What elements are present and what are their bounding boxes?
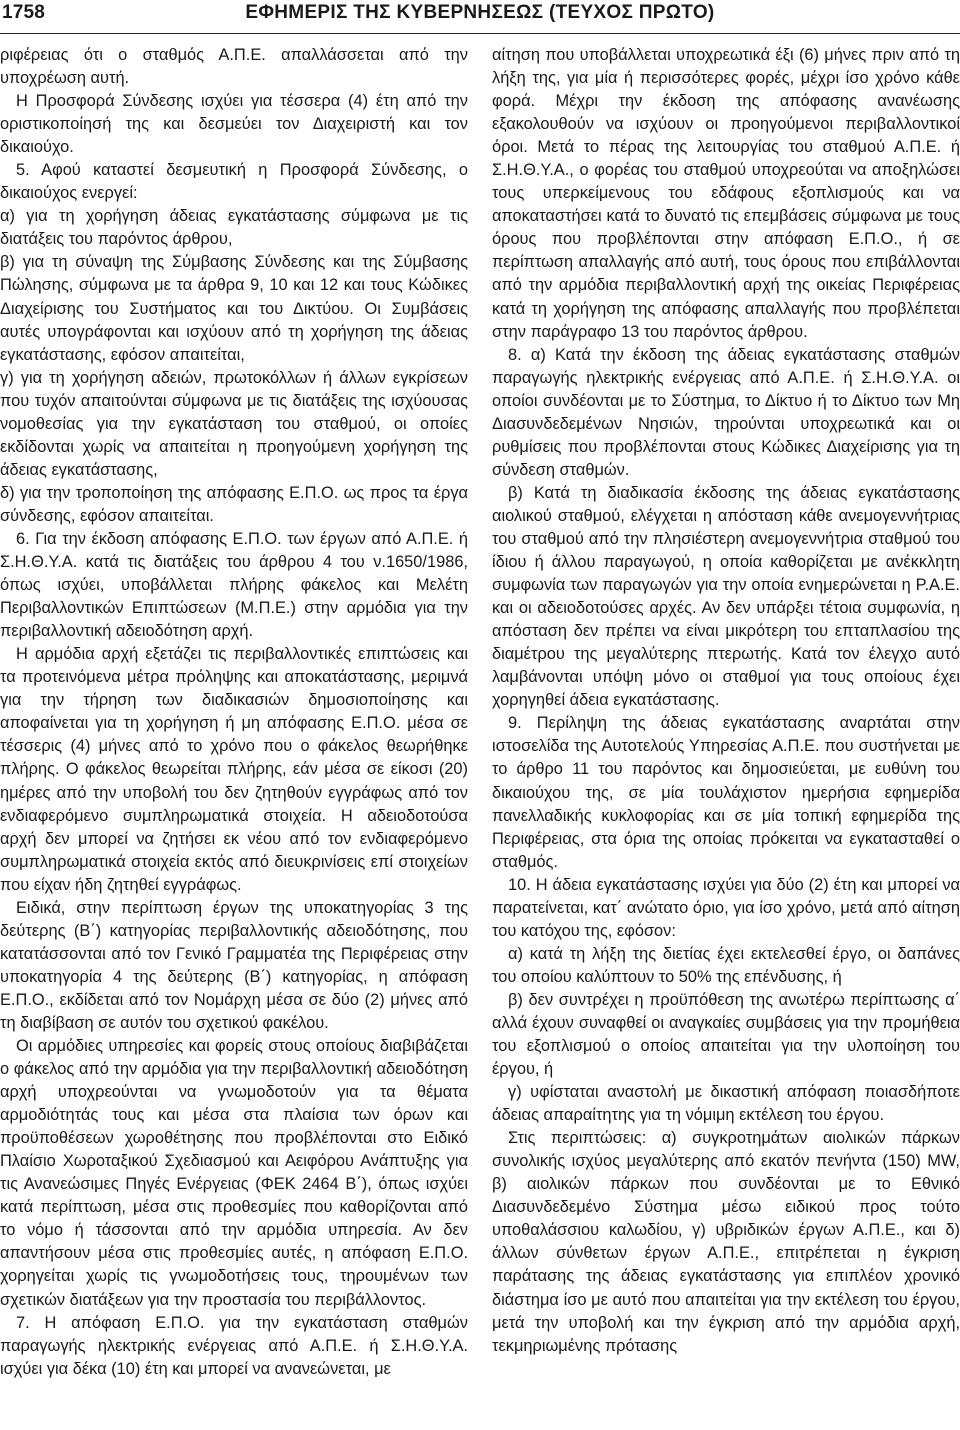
paragraph: β) Κατά τη διαδικασία έκδοσης της άδειας εγκατάστασης αιολικού σταθμού, ελέγχεται η απόσταση κάθε ανεμογεννήτριας του σταθμού από την πλησιέστερη ανεμογεννήτρια σταθμού του ίδιου ή άλλου παραγωγού, η οποία καθορίζεται με ανέκκλητη συμφωνία των παραγωγών για την οποία ενημερώνεται η Ρ.Α.Ε. και οι αδειοδοτούσες αρχές. Αν δεν υπάρξει τέτοια συμφωνία, η απόσταση δεν πρέπει να είναι μικρότερη του επταπλασίου της διαμέτρου της μεγαλύτερης πτερωτής. Κατά τον έλεγχο αυτό λαμβάνονται υπόψη μόνο οι σταθμοί για τους οποίους έχει χορηγηθεί άδεια εγκατάστασης.	[492, 483, 960, 710]
paragraph: γ) υφίσταται αναστολή με δικαστική απόφαση ποιασδήποτε άδειας απαραίτητης για τη νόμιμη εκτέλεση του έργου.	[492, 1083, 960, 1125]
paragraph: γ) για τη χορήγηση αδειών, πρωτοκόλλων ή άλλων εγκρίσεων που τυχόν απαιτούνται σύμφωνα με τις διατάξεις της ισχύουσας νομοθεσίας για την εγκατάσταση του σταθμού, οι οποίες εκδίδονται χωρίς να απαιτείται η προηγούμενη χορήγηση της άδειας εγκατάστασης,	[0, 368, 468, 479]
paragraph: Ειδικά, στην περίπτωση έργων της υποκατηγορίας 3 της δεύτερης (Β΄) κατηγορίας περιβαλλοντικής αδειοδότησης, που κατατάσσονται από τον Γενικό Γραμματέα της Περιφέρειας στην υποκατηγορία 4 της δεύτερης (Β΄) κατηγορίας, η απόφαση Ε.Π.Ο., εκδίδεται από τον Νομάρχη μέσα σε δύο (2) μήνες από τη διαβίβαση σε αυτόν του σχετικού φακέλου.	[0, 898, 468, 1032]
paragraph: Οι αρμόδιες υπηρεσίες και φορείς στους οποίους διαβιβάζεται ο φάκελος από την αρμόδια για την περιβαλλοντική αδειοδότηση αρχή υποχρεούνται να γνωμοδοτούν για τα θέματα αρμοδιότητάς τους και μέσα στα πλαίσια των όρων και προϋποθέσεων χωροθέτησης που προβλέπονται στο Ειδικό Πλαίσιο Χωροταξικού Σχεδιασμού και Αειφόρου Ανάπτυξης για τις Ανανεώσιμες Πηγές Ενέργειας (ΦΕΚ 2464 Β΄), όπως ισχύει κατά περίπτωση, μέσα στις προθεσμίες που καθορίζονται από το νόμο ή τάσσονται από την αρμόδια υπηρεσία. Αν δεν απαντήσουν μέσα στις προθεσμίες αυτές, η απόφαση Ε.Π.Ο. χορηγείται χωρίς τις γνωμοδοτήσεις τους, τηρουμένων των σχετικών διατάξεων για την προστασία του περιβάλλοντος.	[0, 1037, 468, 1309]
paragraph: α) για τη χορήγηση άδειας εγκατάστασης σύμφωνα με τις διατάξεις του παρόντος άρθρου,	[0, 207, 468, 249]
paragraph: 7. Η απόφαση Ε.Π.Ο. για την εγκατάσταση σταθμών παραγωγής ηλεκτρικής ενέργειας από Α.Π.Ε. ή Σ.Η.Θ.Υ.Α. ισχύει για δέκα (10) έτη και μπορεί να ανανεώνεται, με	[0, 1313, 468, 1378]
paragraph: 5. Αφού καταστεί δεσμευτική η Προσφορά Σύνδεσης, ο δικαιούχος ενεργεί:	[0, 161, 468, 203]
paragraph: Η αρμόδια αρχή εξετάζει τις περιβαλλοντικές επιπτώσεις και τα προτεινόμενα μέτρα πρόληψης και αποκατάστασης, μεριμνά για την τήρηση των διαδικασιών δημοσιοποίησης και αποφαίνεται για τη χορήγηση ή μη απόφασης Ε.Π.Ο. μέσα σε τέσσερις (4) μήνες από το χρόνο που ο φάκελος θεωρήθηκε πλήρης. Ο φάκελος θεωρείται πλήρης, εάν μέσα σε είκοσι (20) ημέρες από την υποβολή του δεν ζητηθούν εγγράφως από τον ενδιαφερόμενο συμπληρωματικά στοιχεία. Η αδειοδοτούσα αρχή δεν μπορεί να ζητήσει εκ νέου από τον ενδιαφερόμενο συμπληρωματικά στοιχεία εκτός από διευκρινίσεις επί στοιχείων που είχαν ήδη ζητηθεί εγγράφως.	[0, 645, 468, 894]
paragraph: β) για τη σύναψη της Σύμβασης Σύνδεσης και της Σύμβασης Πώλησης, σύμφωνα με τα άρθρα 9, 10 και 12 και τους Κώδικες Διαχείρισης του Συστήματος και του Δικτύου. Οι Συμβάσεις αυτές υπογράφονται και ισχύουν από τη χορήγηση της άδειας εγκατάστασης, εφόσον απαιτείται,	[0, 253, 468, 364]
header-rule	[0, 33, 960, 34]
left-column	[0, 44, 468, 1381]
paragraph: ριφέρειας ότι ο σταθμός Α.Π.Ε. απαλλάσσεται από την υποχρέωση αυτή.	[0, 46, 468, 88]
paragraph: 6. Για την έκδοση απόφασης Ε.Π.Ο. των έργων από Α.Π.Ε. ή Σ.Η.Θ.Υ.Α. κατά τις διατάξεις του άρθρου 4 του ν.1650/1986, όπως ισχύει, υποβάλλεται πλήρης φάκελος και Μελέτη Περιβαλλοντικών Επιπτώσεων (Μ.Π.Ε.) στην αρμόδια για την περιβαλλοντική αδειοδότηση αρχή.	[0, 529, 468, 641]
paragraph: 10. Η άδεια εγκατάστασης ισχύει για δύο (2) έτη και μπορεί να παρατείνεται, κατ΄ ανώτατο όριο, για ίσο χρόνο, μετά από αίτηση του κατόχου της, εφόσον:	[492, 875, 960, 940]
paragraph: δ) για την τροποποίηση της απόφασης Ε.Π.Ο. ως προς τα έργα σύνδεσης, εφόσον απαιτείται.	[0, 483, 468, 525]
page-header	[0, 0, 960, 34]
paragraph: Η Προσφορά Σύνδεσης ισχύει για τέσσερα (4) έτη από την οριστικοποίησή της και δεσμεύει τον Διαχειριστή και τον δικαιούχο.	[0, 92, 468, 157]
gazette-title: ΕΦΗΜΕΡΙΣ ΤΗΣ ΚΥΒΕΡΝΗΣΕΩΣ (ΤΕΥΧΟΣ ΠΡΩΤΟ)	[245, 2, 715, 23]
right-column	[492, 44, 960, 1358]
paragraph: β) δεν συντρέχει η προϋπόθεση της ανωτέρω περίπτωσης α΄ αλλά έχουν συναφθεί οι αναγκαίες συμβάσεις για την προμήθεια του εξοπλισμού ο οποίος απαιτείται για την υλοποίηση του έργου, ή	[492, 990, 960, 1079]
paragraph: Στις περιπτώσεις: α) συγκροτημάτων αιολικών πάρκων συνολικής ισχύος μεγαλύτερης από εκατόν πενήντα (150) MW, β) αιολικών πάρκων που συνδέονται με το Εθνικό Διασυνδεδεμένο Σύστημα μέσω ειδικού προς τούτο υποθαλάσσιου καλωδίου, γ) υβριδικών έργων Α.Π.Ε., και δ) άλλων σύνθετων έργων Α.Π.Ε., επιτρέπεται η έγκριση παράτασης της άδειας εγκατάστασης για επιπλέον χρονικό διάστημα ίσο με αυτό που απαιτείται για την εκτέλεση του έργου, μετά την υποβολή και την έγκριση από την αρμόδια αρχή, τεκμηριωμένης πρότασης	[492, 1129, 960, 1355]
paragraph: 9. Περίληψη της άδειας εγκατάστασης αναρτάται στην ιστοσελίδα της Αυτοτελούς Υπηρεσίας Α.Π.Ε. που συστήνεται με το άρθρο 11 του παρόντος και δημοσιεύεται, με ευθύνη του δικαιούχου της, σε μία τουλάχιστον ημερήσια εφημερίδα πανελλαδικής κυκλοφορίας και σε μία τοπική εφημερίδα της Περιφέρειας, στα όρια της οποίας πρόκειται να εγκατασταθεί ο σταθμός.	[492, 714, 960, 871]
paragraph: α) κατά τη λήξη της διετίας έχει εκτελεσθεί έργο, οι δαπάνες του οποίου καλύπτουν το 50% της επένδυσης, ή	[492, 944, 960, 986]
page-number: 1758	[2, 2, 46, 23]
paragraph: αίτηση που υποβάλλεται υποχρεωτικά έξι (6) μήνες πριν από τη λήξη της, για μία ή περισσότερες φορές, μέχρι ίσο χρόνο κάθε φορά. Μέχρι την έκδοση της απόφασης ανανέωσης εξακολουθούν να ισχύουν οι προηγούμενοι περιβαλλοντικοί όροι. Μετά το πέρας της λειτουργίας του σταθμού Α.Π.Ε. ή Σ.Η.Θ.Υ.Α., ο φορέας του σταθμού υποχρεούται να αποξηλώσει τους υπερκείμενους του εδάφους εξοπλισμούς και να αποκαταστήσει κατά το δυνατό τις επεμβάσεις σύμφωνα με τους όρους που προβλέπονται στην απόφαση Ε.Π.Ο., ή σε περίπτωση απαλλαγής από αυτή, τους όρους που επιβάλλονται από την αρμόδια περιβαλλοντική αρχή της οικείας Περιφέρειας κατά τη χορήγηση της απόφασης απαλλαγής που προβλέπεται στην παράγραφο 13 του παρόντος άρθρου.	[492, 46, 960, 341]
paragraph: 8. α) Κατά την έκδοση της άδειας εγκατάστασης σταθμών παραγωγής ηλεκτρικής ενέργειας από Α.Π.Ε. ή Σ.Η.Θ.Υ.Α. οι οποίοι συνδέονται με το Σύστημα, το Δίκτυο ή το Δίκτυο των Μη Διασυνδεδεμένων Νησιών, τηρούνται υποχρεωτικά και οι ρυθμίσεις που προβλέπονται στους Κώδικες Διαχείρισης για τη σύνδεση σταθμών.	[492, 345, 960, 479]
